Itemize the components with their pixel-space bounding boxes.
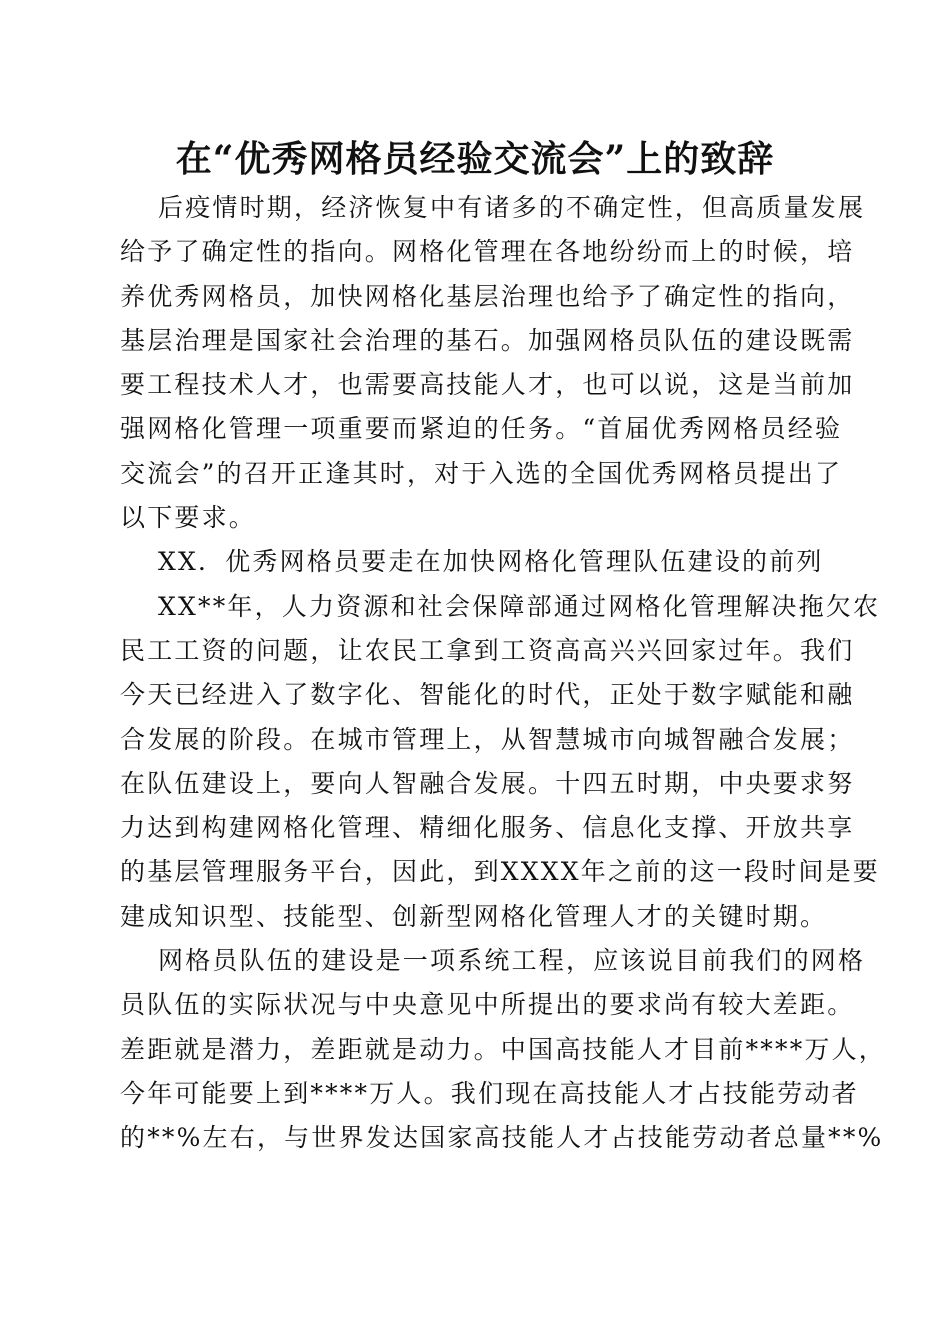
- text-line: 在队伍建设上，要向人智融合发展。十四五时期，中央要求努: [120, 768, 855, 798]
- text-line: 员队伍的实际状况与中央意见中所提出的要求尚有较大差距。: [120, 990, 855, 1020]
- text-line: 今天已经进入了数字化、智能化的时代，正处于数字赋能和融: [120, 680, 855, 710]
- text-line: 养优秀网格员，加快网格化基层治理也给予了确定性的指向，: [120, 281, 855, 311]
- text-line: 差距就是潜力，差距就是动力。中国高技能人才目前****万人，: [120, 1034, 887, 1064]
- text-line: 民工工资的问题，让农民工拿到工资高高兴兴回家过年。我们: [120, 635, 855, 665]
- text-line: 给予了确定性的指向。网格化管理在各地纷纷而上的时候，培: [120, 237, 855, 267]
- text-line: 基层治理是国家社会治理的基石。加强网格员队伍的建设既需: [120, 325, 855, 355]
- text-line: 交流会”的召开正逢其时，对于入选的全国优秀网格员提出了: [120, 458, 843, 488]
- paragraph-history: [120, 585, 881, 939]
- text-line: 建成知识型、技能型、创新型网格化管理人才的关键时期。: [120, 901, 828, 931]
- text-line: 今年可能要上到****万人。我们现在高技能人才占技能劳动者: [120, 1078, 859, 1108]
- text-line: 以下要求。: [120, 503, 257, 533]
- paragraph-intro: [120, 186, 866, 540]
- document-body: [120, 186, 887, 1161]
- text-line: 要工程技术人才，也需要高技能人才，也可以说，这是当前加: [120, 370, 855, 400]
- document-title: 在“优秀网格员经验交流会”上的致辞: [175, 138, 775, 180]
- text-line: 合发展的阶段。在城市管理上，从智慧城市向城智融合发展；: [120, 724, 855, 754]
- text-line: 强网格化管理一项重要而紧迫的任务。“首届优秀网格员经验: [120, 414, 843, 444]
- text-line: XX**年，人力资源和社会保障部通过网格化管理解决拖欠农: [158, 591, 881, 621]
- text-line: 后疫情时期，经济恢复中有诸多的不确定性，但高质量发展: [158, 193, 866, 222]
- section-heading: [120, 540, 832, 584]
- text-line: 的基层管理服务平台，因此，到XXXX年之前的这一段时间是要: [120, 857, 880, 887]
- text-line: XX．优秀网格员要走在加快网格化管理队伍建设的前列: [158, 547, 824, 577]
- text-line: 网格员队伍的建设是一项系统工程，应该说目前我们的网格: [158, 946, 866, 976]
- text-line: 的**%左右，与世界发达国家高技能人才占技能劳动者总量**%: [120, 1123, 884, 1153]
- paragraph-team-building: [120, 939, 887, 1160]
- text-line: 力达到构建网格化管理、精细化服务、信息化支撑、开放共享: [120, 813, 855, 843]
